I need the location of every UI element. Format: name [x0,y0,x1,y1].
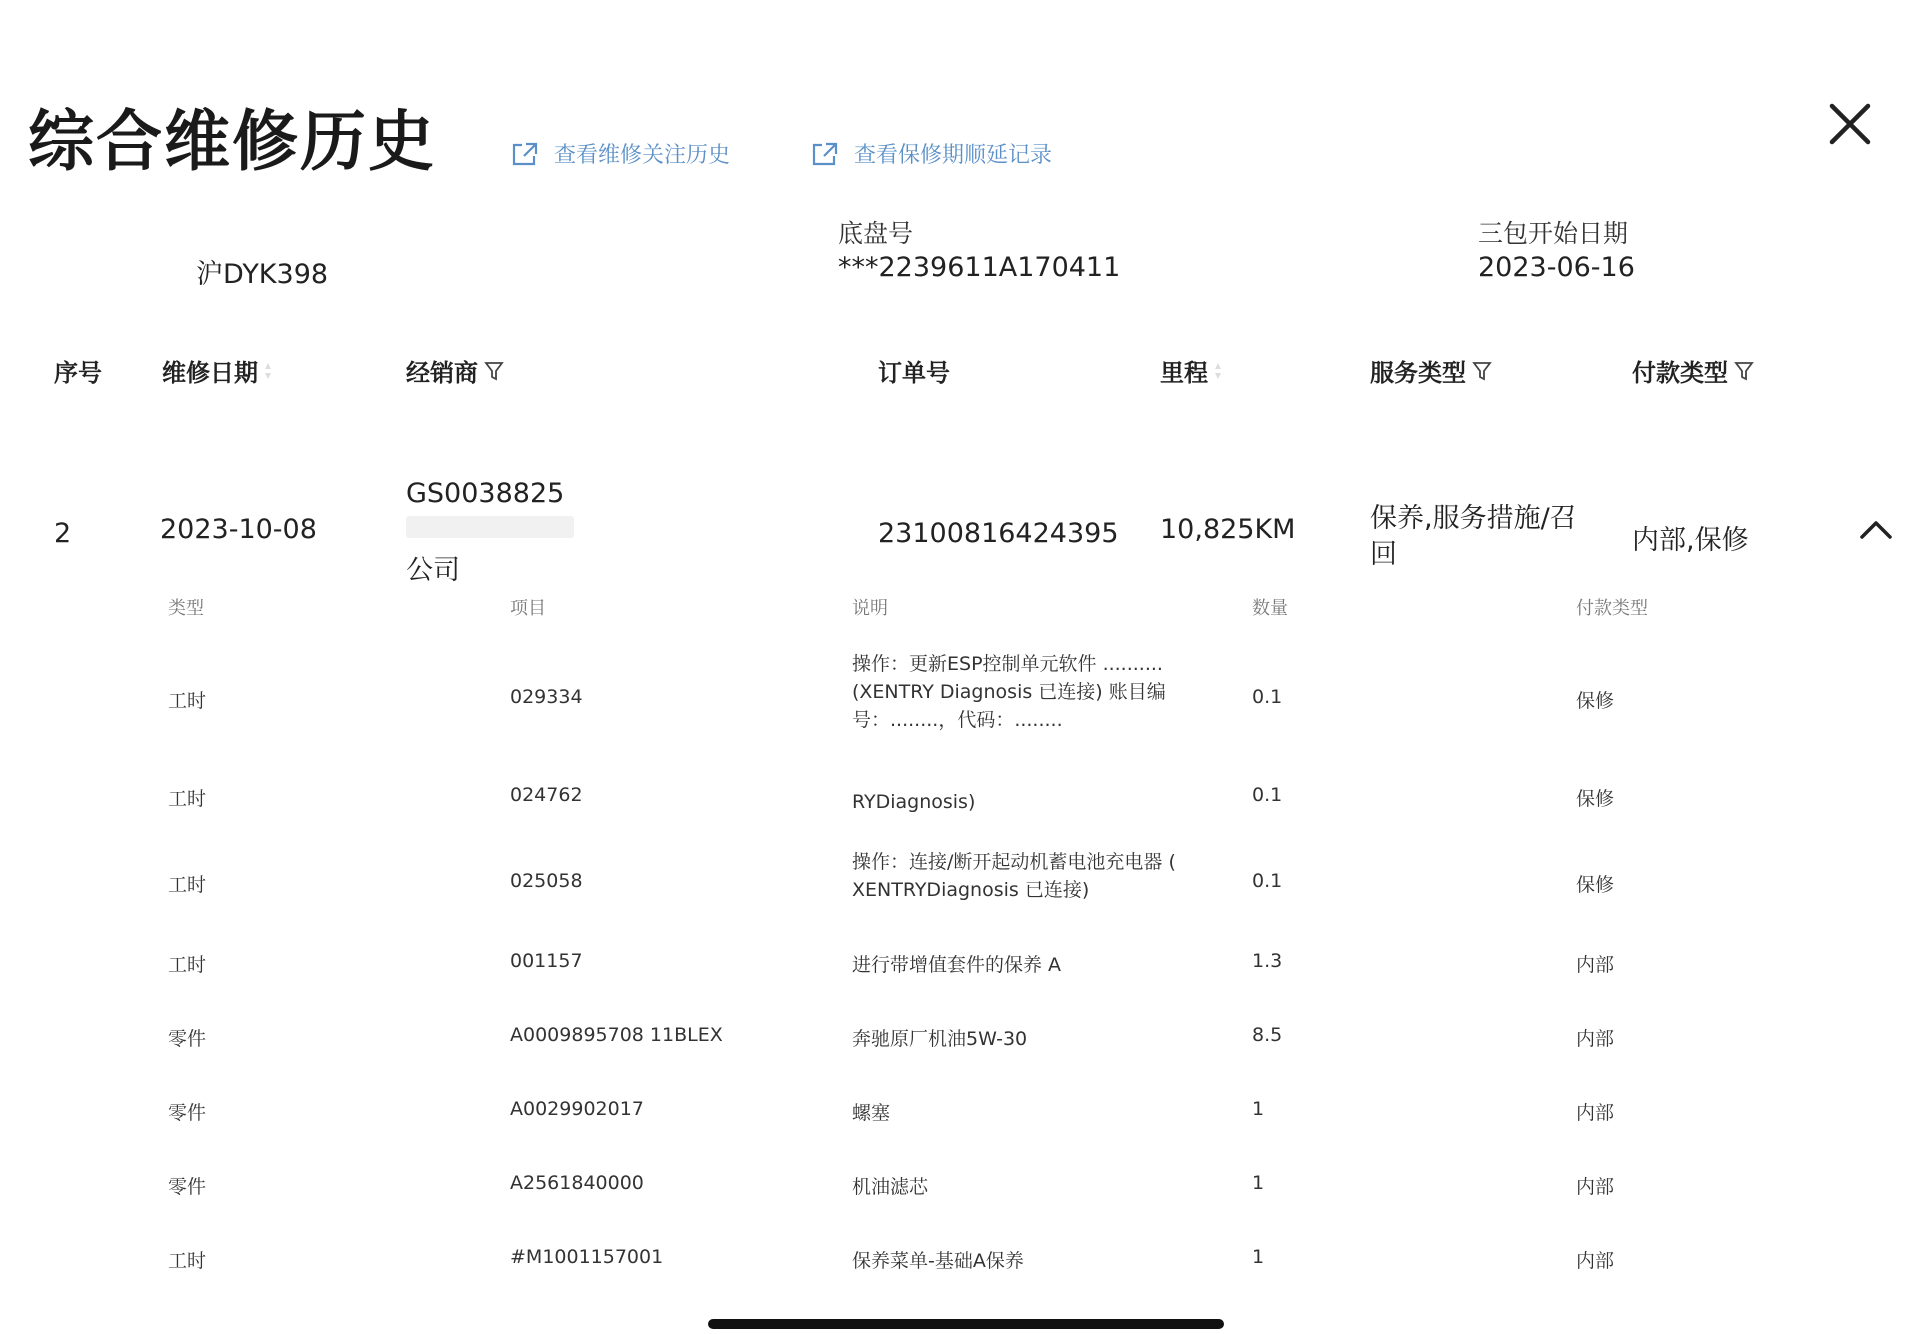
link-label: 查看维修关注历史 [554,143,731,168]
row-desc: 进行带增值套件的保养 A [852,954,1062,976]
row-pay: 内部 [1576,1102,1615,1124]
sort-icon[interactable] [1214,361,1222,381]
record-service-type-line2: 回 [1370,539,1397,570]
row-qty: 1.3 [1252,950,1283,972]
column-header-index: 序号 [54,359,102,387]
row-pay: 内部 [1576,1176,1615,1198]
row-item: #M1001157001 [510,1246,664,1268]
record-dealer-code: GS0038825 [406,478,565,509]
page-title: 综合维修历史 [28,103,436,180]
link-label: 查看保修期顺延记录 [854,143,1053,168]
record-date: 2023-10-08 [160,514,317,545]
row-desc: 操作：更新ESP控制单元软件 ..........(XENTRY Diagnosis 已连接) 账目编号：........，代码：........ [852,653,1166,731]
row-desc: 螺塞 [852,1102,891,1124]
row-item: A2561840000 [510,1172,644,1194]
row-desc: 保养菜单-基础A保养 [852,1250,1024,1272]
column-header-service-type[interactable]: 服务类型 [1370,353,1492,388]
row-item: 025058 [510,870,583,892]
warranty-start-label: 三包开始日期 [1478,219,1629,248]
row-type: 工时 [168,1250,207,1272]
row-type: 工时 [168,690,207,712]
row-desc: 奔驰原厂机油5W-30 [852,1028,1028,1050]
row-item: 001157 [510,950,583,972]
row-desc: 操作：连接/断开起动机蓄电池充电器 ( XENTRYDiagnosis 已连接) [852,851,1176,901]
external-link-icon [810,140,840,168]
sub-column-type: 类型 [168,598,204,619]
row-type: 工时 [168,954,207,976]
sub-column-desc: 说明 [852,598,888,619]
row-pay: 内部 [1576,1028,1615,1050]
column-header-order-no: 订单号 [878,359,950,387]
record-payment-type: 内部,保修 [1632,525,1749,556]
chevron-up-icon[interactable] [1858,516,1894,542]
row-qty: 0.1 [1252,784,1283,806]
row-desc: RYDiagnosis) [852,791,976,813]
row-type: 零件 [168,1028,207,1050]
chassis-value: ***2239611A170411 [838,252,1121,283]
record-service-type-line1: 保养,服务措施/召 [1370,503,1577,534]
row-item: A0009895708 11BLEX [510,1024,723,1046]
row-pay: 保修 [1576,874,1615,896]
row-type: 零件 [168,1102,207,1124]
sort-icon[interactable] [264,361,272,381]
row-pay: 保修 [1576,690,1615,712]
row-qty: 1 [1252,1098,1265,1120]
row-item: 024762 [510,784,583,806]
row-pay: 保修 [1576,788,1615,810]
home-indicator[interactable] [708,1319,1224,1329]
column-header-mileage[interactable]: 里程 [1160,353,1222,388]
row-item: 029334 [510,686,583,708]
filter-icon[interactable] [484,360,504,382]
chassis-label: 底盘号 [838,219,914,248]
row-qty: 0.1 [1252,870,1283,892]
view-warranty-extension-link[interactable] [810,138,1052,169]
record-index: 2 [54,518,72,549]
view-repair-attention-history-link[interactable] [510,138,730,169]
row-qty: 8.5 [1252,1024,1283,1046]
filter-icon[interactable] [1734,360,1754,382]
row-pay: 内部 [1576,1250,1615,1272]
sub-column-qty: 数量 [1252,598,1288,619]
record-mileage: 10,825KM [1160,514,1296,545]
row-qty: 1 [1252,1246,1265,1268]
close-icon[interactable] [1826,100,1874,148]
row-type: 工时 [168,788,207,810]
warranty-start-value: 2023-06-16 [1478,252,1635,283]
sub-column-item: 项目 [510,598,546,619]
row-type: 零件 [168,1176,207,1198]
column-header-dealer[interactable]: 经销商 [406,353,504,388]
record-dealer-suffix: 公司 [406,555,460,586]
plate-number-value: 沪DYK398 [196,259,329,290]
column-header-payment-type[interactable]: 付款类型 [1632,353,1754,388]
row-desc: 机油滤芯 [852,1176,929,1198]
redacted-dealer-name [406,516,574,538]
column-header-repair-date[interactable]: 维修日期 [162,353,272,388]
row-type: 工时 [168,874,207,896]
record-order-no: 23100816424395 [878,518,1119,549]
row-qty: 1 [1252,1172,1265,1194]
sub-column-payment: 付款类型 [1576,598,1648,619]
row-qty: 0.1 [1252,686,1283,708]
filter-icon[interactable] [1472,360,1492,382]
row-pay: 内部 [1576,954,1615,976]
row-item: A0029902017 [510,1098,644,1120]
external-link-icon [510,140,540,168]
